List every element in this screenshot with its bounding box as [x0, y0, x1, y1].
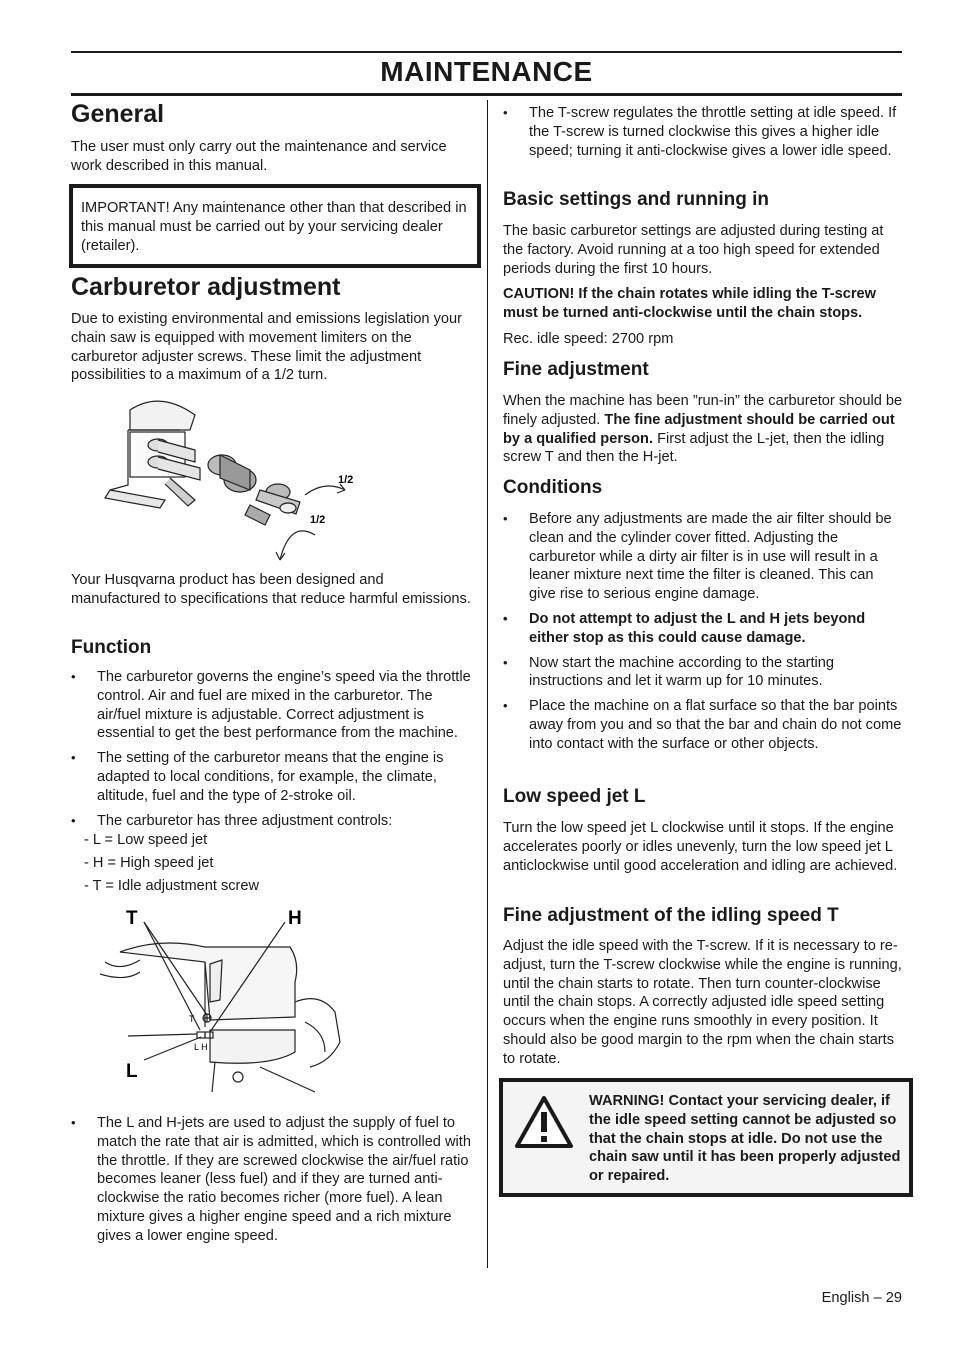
fig2-label-l: L [126, 1061, 138, 1082]
important-text: IMPORTANT! Any maintenance other than that described in this manual must be carried out by your servicing dealer (retailer). [81, 200, 467, 254]
low-speed-jet-body: Turn the low speed jet L clockwise until it stops. If the engine accelerates poorly or idles unevenly, turn the low speed jet L anticlockwise until good acceleration and idling are achieved. [503, 820, 898, 874]
warning-triangle-icon [513, 1094, 575, 1150]
fine-adjustment-text-c: First adjust the L-jet, then the idling screw T and then the H-jet. [503, 430, 885, 466]
page-number: English – 29 [821, 1290, 902, 1306]
carburetor-body: Due to existing environmental and emissions legislation your chain saw is equipped with movement limiters on the carburetor adjuster screws. These limit the adjustment possibilities to a maximum of a 1/2 turn. [71, 311, 462, 384]
idle-speed-text: Rec. idle speed: 2700 rpm [503, 331, 674, 347]
fig2-label-t: T [126, 908, 138, 929]
list-item: • Now start the machine according to the starting instructions and let it warm up for 10 minutes. [503, 654, 903, 692]
carburetor-limiter-figure [100, 390, 370, 575]
idling-speed-heading: Fine adjustment of the idling speed T [503, 905, 839, 926]
header-rule-top [71, 51, 902, 53]
header-rule-bottom [71, 93, 902, 96]
list-item: • The carburetor has three adjustment controls: [71, 812, 475, 831]
warning-box [499, 1078, 913, 1197]
fig1-label-half-top: 1/2 [338, 474, 354, 486]
caution-text: CAUTION! If the chain rotates while idling the T-screw must be turned anti-clockwise until the chain stops. [503, 286, 876, 321]
list-item: • The setting of the carburetor means that the engine is adapted to local conditions, for example, the climate, altitude, fuel and the type of 2-stroke oil. [71, 749, 475, 805]
fig2-small-lh: L H [194, 1042, 208, 1052]
adjustment-screws-figure [100, 902, 345, 1102]
basic-settings-heading: Basic settings and running in [503, 189, 770, 210]
tscrew-bullet [503, 104, 903, 166]
important-notice [69, 184, 481, 268]
function-bullets [71, 668, 475, 836]
list-item: • Do not attempt to adjust the L and H jets beyond either stop as this could cause damage. [503, 610, 903, 648]
fig2-label-h: H [288, 908, 302, 929]
list-item: - H = High speed jet [84, 854, 214, 871]
list-item: • The T-screw regulates the throttle setting at idle speed. If the T-screw is turned clockwise this gives a higher idle speed; turning it anti-clockwise gives a lower idle speed. [503, 104, 903, 160]
emissions-text: Your Husqvarna product has been designed and manufactured to specifications that reduce harmful emissions. [71, 572, 471, 607]
fine-adjustment-text-b: The fine adjustment should be carried out by a qualified person. [503, 411, 895, 447]
fine-adjustment-body [503, 392, 903, 467]
conditions-heading: Conditions [503, 477, 603, 498]
fig2-small-t: T [189, 1014, 195, 1024]
list-item: • The L and H-jets are used to adjust the supply of fuel to match the rate that air is admitted, which is controlled with the throttle. If they are screwed clockwise the air/fuel ratio becomes leaner (less fuel) and if they are turned anti-clockwise the ratio becomes richer (more fuel). A lean mixture gives a higher engine speed and a rich mixture gives a lower engine speed. [71, 1114, 475, 1246]
list-item: • Place the machine on a flat surface so that the bar points away from you and so that the bar and chain do not come into contact with the surface or other objects. [503, 697, 903, 753]
conditions-bullets [503, 510, 903, 760]
idling-speed-body: Adjust the idle speed with the T-screw. If it is necessary to re-adjust, turn the T-screw clockwise while the engine is running, until the chain starts to rotate. Then turn counter-clockwise until the chain stops. A correctly adjusted idle speed setting occurs when the engine runs smoothly in every position. It should also be good margin to the rpm when the chain starts to rotate. [503, 938, 902, 1067]
fuel-air-bullet [71, 1114, 475, 1252]
general-heading: General [71, 100, 165, 128]
list-item: • The carburetor governs the engine’s speed via the throttle control. Air and fuel are mixed in the carburetor. The air/fuel mixture is adjustable. Correct adjustment is essential to get the best performance from the machine. [71, 668, 475, 743]
general-body: The user must only carry out the maintenance and service work described in this manual. [71, 139, 447, 174]
warning-text: WARNING! Contact your servicing dealer, if the idle speed setting cannot be adjusted so that the chain stops at idle. Do not use the chain saw until it has been properly adjusted or repaired. [589, 1093, 901, 1185]
carburetor-heading: Carburetor adjustment [71, 273, 341, 301]
list-item: - L = Low speed jet [84, 832, 208, 848]
basic-settings-body: The basic carburetor settings are adjusted during testing at the factory. Avoid running at a too high speed for extended periods during the first 10 hours. [503, 223, 884, 277]
adjustment-controls-list [71, 831, 451, 899]
fine-adjustment-heading: Fine adjustment [503, 359, 649, 380]
fine-adjustment-text-a: When the machine has been ”run-in” the carburetor should be finely adjusted. [503, 393, 903, 428]
low-speed-jet-heading: Low speed jet L [503, 786, 646, 807]
column-divider [487, 100, 488, 1268]
list-item: - T = Idle adjustment screw [84, 877, 260, 894]
fig1-label-half-bottom: 1/2 [310, 514, 326, 526]
list-item: • Before any adjustments are made the air filter should be clean and the cylinder cover fitted. Adjusting the carburetor while a dirty air filter is in use will result in a leaner mixture next time the filter is cleaned. This can give rise to serious engine damage. [503, 510, 903, 604]
function-heading: Function [71, 637, 152, 658]
page-title: MAINTENANCE [380, 56, 593, 87]
